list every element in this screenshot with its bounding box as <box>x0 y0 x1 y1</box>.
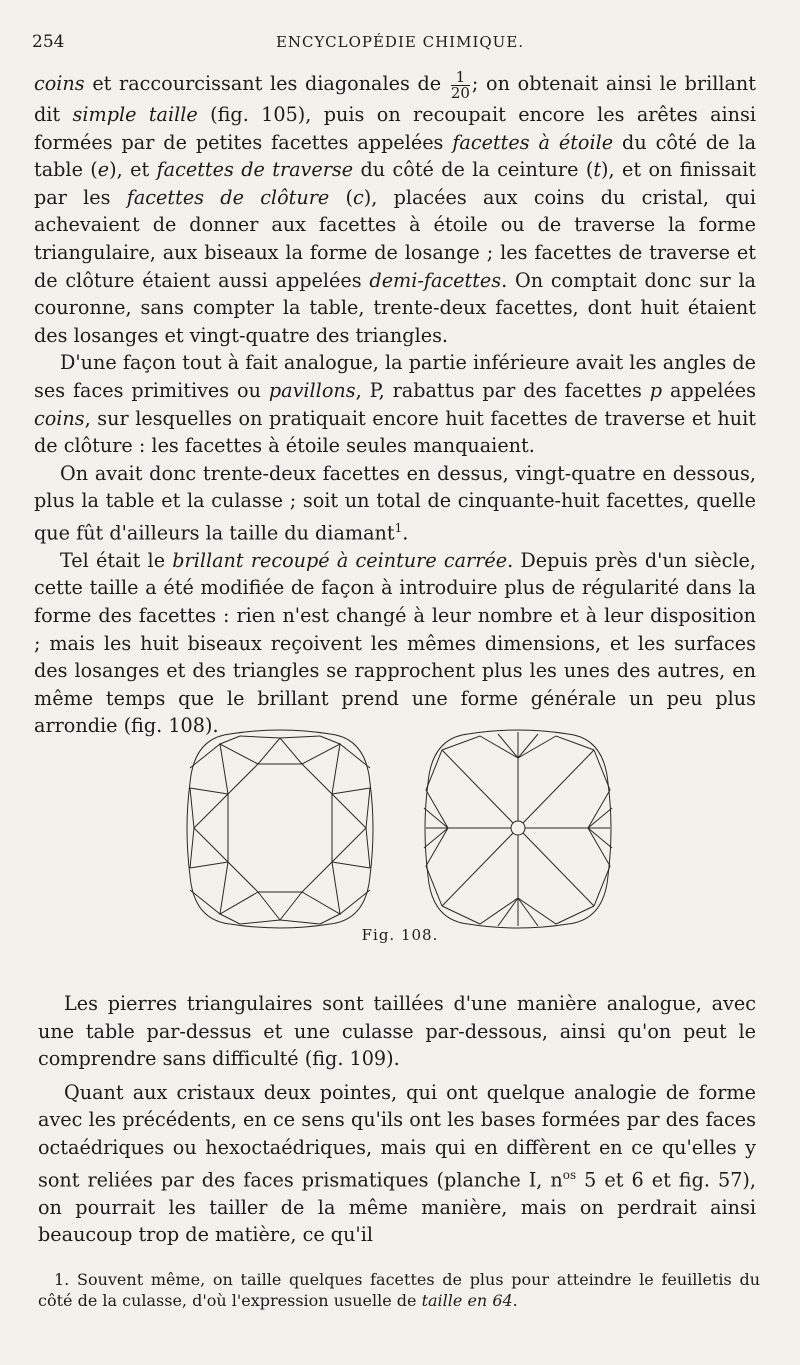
paragraph-1 <box>34 70 756 349</box>
text-run: Tel était le <box>60 548 173 572</box>
paragraph-2 <box>34 349 756 459</box>
figure-caption: Fig. 108. <box>361 926 439 944</box>
text-run: ), placées aux coins du cristal, qui achevaient de donner aux facettes à étoile ou de traverse la forme triangulaire, aux biseaux la forme de losange ; les facettes de traverse et de clôture étaient aussi appelées <box>34 185 756 292</box>
text-run: , P, rabattus par des facettes <box>355 378 650 402</box>
italic-term: simple taille <box>72 103 198 126</box>
text-run: ( <box>329 185 353 209</box>
text-run: On avait donc trente-deux facettes en dessus, vingt-quatre en dessous, plus la table et la culasse ; soit un total de cinquante-huit facettes, quelle que fût d'ailleurs la taille du diamant <box>34 461 756 545</box>
text-run: 1. Souvent même, on taille quelques facettes de plus pour atteindre le feuilletis du côté de la culasse, d'où l'expression usuelle de <box>38 1270 760 1310</box>
text-run: D'une façon tout à fait analogue, la partie inférieure avait les angles de ses faces primitives ou <box>34 351 756 402</box>
italic-term: e <box>97 158 110 182</box>
text-run: appelées <box>662 378 757 402</box>
footnote-ref: 1 <box>394 520 403 535</box>
paragraph-4 <box>34 547 756 740</box>
italic-term: demi-facettes <box>369 268 502 292</box>
italic-term: brillant recoupé à ceinture carrée <box>172 548 508 572</box>
footnote-1 <box>38 1269 760 1311</box>
running-title: ENCYCLOPÉDIE CHIMIQUE. <box>275 33 525 51</box>
paragraph-3 <box>34 460 756 547</box>
text-run: ), et <box>109 158 157 182</box>
superscript: os <box>562 1167 577 1182</box>
text-run: ; on obtenait ainsi le brillant dit <box>34 72 756 126</box>
italic-term: p <box>649 378 663 402</box>
fraction <box>451 70 470 101</box>
text-run: et raccourcissant les diagonales de <box>84 72 449 95</box>
italic-term: t <box>593 158 602 182</box>
italic-term: facettes de traverse <box>156 158 354 182</box>
text-run: du côté de la table ( <box>34 130 757 182</box>
text-run: Quant aux cristaux deux pointes, qui ont quelque analogie de forme avec les précédents, en ce sens qu'ils ont les bases formées par des faces octaédriques ou hexoctaédriques, mais qui en diffèrent en ce qu'elles y sont reliées par des faces prismatiques (planche I, n <box>38 1080 756 1191</box>
text-run: . <box>512 1291 518 1310</box>
italic-term: c <box>352 185 364 209</box>
pavilion-diagram <box>424 730 612 928</box>
italic-term: facettes à étoile <box>452 130 614 154</box>
paragraph-5: Les pierres triangulaires sont taillées d'une manière analogue, avec une table par-dessus et une culasse par-dessous, ainsi qu'on peut le comprendre sans difficulté (fig. 109). <box>38 992 756 1071</box>
text-run: . Depuis près d'un siècle, cette taille a été modifiée de façon à introduire plus de régularité dans la forme des facettes : rien n'est changé à leur nombre et à leur disposition ; mais les huit biseaux reçoivent les mêmes dimensions, et les surfaces des losanges et des triangles se rapprochent plus les unes des autres, en même temps que le brillant prend une forme générale un peu plus arrondie (fig. 108). <box>34 548 756 738</box>
crown-diagram <box>187 730 373 928</box>
italic-term: coins <box>34 406 85 430</box>
page-header <box>32 30 768 56</box>
italic-term: coins <box>34 72 85 95</box>
text-run: . On comptait donc sur la couronne, sans compter la table, trente-deux facettes, dont huit étaient des losanges et vingt-quatre des triangles. <box>34 268 756 347</box>
footnote <box>38 1269 760 1311</box>
fraction-numerator: 1 <box>451 70 470 86</box>
fraction-denominator: 20 <box>450 84 470 102</box>
body-text-upper <box>34 70 756 740</box>
text-run: ), et on finissait par les <box>34 158 756 209</box>
italic-term: facettes de clôture <box>126 185 330 209</box>
text-run: (fig. 105), puis on recoupait encore les arêtes ainsi formées par de petites facettes appelées <box>34 103 756 154</box>
text-run: . <box>402 521 409 545</box>
italic-term: taille en 64 <box>421 1291 513 1310</box>
paragraph-6 <box>38 1079 756 1249</box>
figure-108-brilliant-diagrams <box>180 728 620 933</box>
italic-term: pavillons <box>268 378 356 402</box>
body-text-lower <box>38 990 756 1249</box>
page-number: 254 <box>32 32 65 52</box>
text-run: , sur lesquelles on pratiquait encore huit facettes de traverse et huit de clôture : les facettes à étoile seules manquaient. <box>34 406 756 458</box>
text-run: du côté de la ceinture ( <box>353 158 594 182</box>
text-run: 5 et 6 et fig. 57), on pourrait les tailler de la même manière, mais on perdrait ainsi beaucoup trop de matière, ce qu'il <box>38 1167 756 1247</box>
